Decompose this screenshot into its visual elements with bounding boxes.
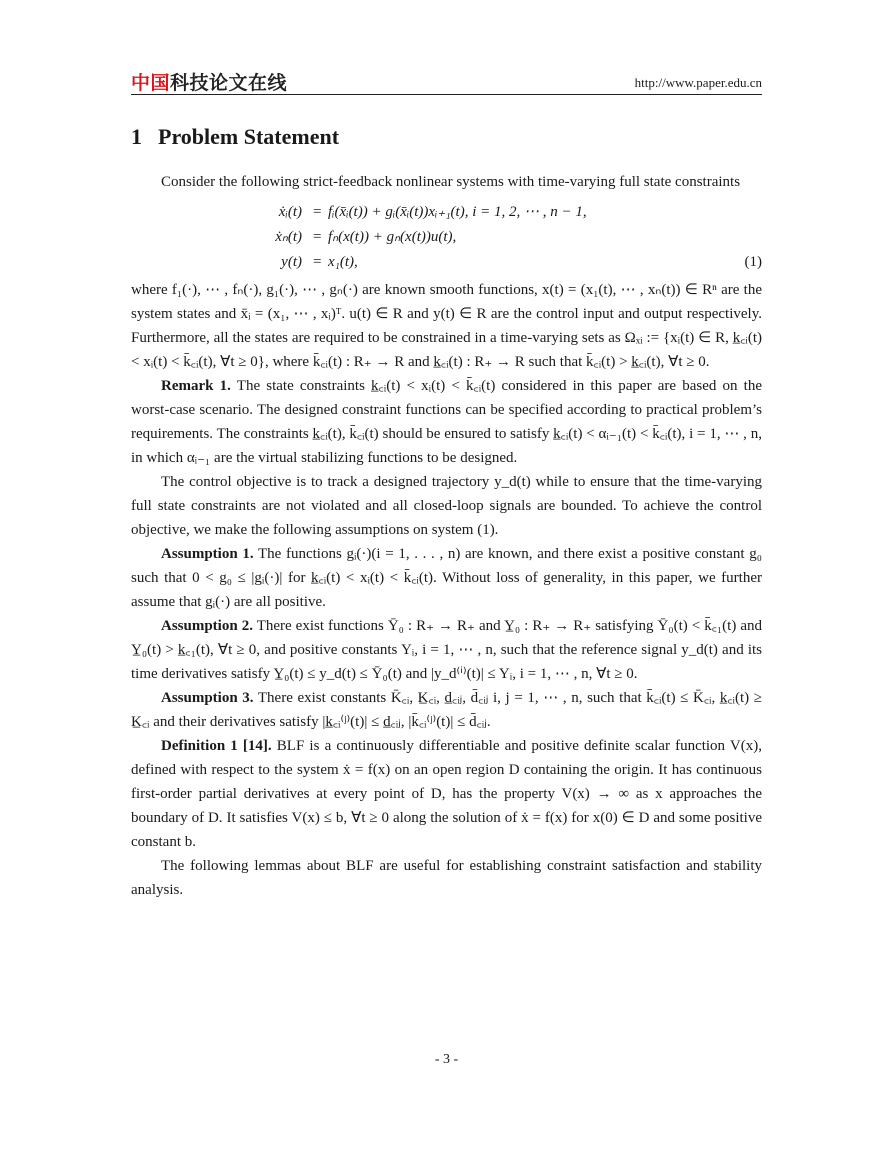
equation-row — [131, 225, 762, 249]
assumption-3-text: There exist constants K̄꜀ᵢ, K̲꜀ᵢ, d̲꜀ᵢⱼ, d̄꜀ᵢⱼ i, j = 1, ⋯ , n, such that k̄꜀ᵢ(t) ≤ K̄꜀ᵢ, k̲꜀ᵢ(t) ≥ K̲꜀ᵢ and their derivatives satisfy |k̲꜀ᵢ⁽ʲ⁾(t)| ≤ d̲꜀ᵢⱼ, |k̄꜀ᵢ⁽ʲ⁾(t)| ≤ d̄꜀ᵢⱼ. — [131, 690, 762, 730]
site-logo[interactable] — [131, 68, 287, 95]
equation-rhs: fₙ(x(t)) + gₙ(x(t))u(t), — [328, 229, 457, 245]
lemmas-paragraph: The following lemmas about BLF are useful for establishing constraint satisfaction and stability analysis. — [131, 858, 762, 898]
equation-rhs: fᵢ(x̄ᵢ(t)) + gᵢ(x̄ᵢ(t))xᵢ₊₁(t), i = 1, 2, ⋯ , n − 1, — [328, 204, 587, 220]
equation-operator: = — [313, 204, 322, 220]
remark-1-label: Remark 1. — [161, 378, 231, 394]
equation-row — [131, 200, 762, 224]
section-heading — [131, 124, 339, 150]
assumption-2-label: Assumption 2. — [161, 618, 253, 634]
equation-operator: = — [313, 229, 322, 245]
assumption-1-label: Assumption 1. — [161, 546, 254, 562]
equation-rhs: x₁(t), — [328, 254, 358, 270]
equation-row — [131, 250, 762, 274]
definition-1-text: BLF is a continuously differentiable and positive definite scalar function V(x), defined with respect to the system ẋ = f(x) on an open region D containing the origin. It has continuous first-order partial derivatives at every point of D, has the property V(x) → ∞ as x approaches the boundary of D. It satisfies V(x) ≤ b, ∀t ≥ 0 along the solution of ẋ = f(x) for x(0) ∈ D and some positive constant b. — [131, 738, 762, 850]
section-title: Problem Statement — [158, 124, 340, 149]
assumption-2-text: There exist functions Ȳ₀ : R₊ → R₊ and Y̲₀ : R₊ → R₊ satisfying Ȳ₀(t) < k̄꜀₁(t) and Y̲₀(t) > k̲꜀₁(t), ∀t ≥ 0, and positive constants Yᵢ, i = 1, ⋯ , n, such that the reference signal y_d(t) and its time derivatives satisfy Y̲₀(t) ≤ y_d(t) ≤ Ȳ₀(t) and |y_d⁽ⁱ⁾(t)| ≤ Yᵢ, i = 1, ⋯ , n, ∀t ≥ 0. — [131, 618, 762, 682]
assumption-1-text: The functions gᵢ(·)(i = 1, . . . , n) are known, and there exist a positive constant g₀ such that 0 < g₀ ≤ |gᵢ(·)| for k̲꜀ᵢ(t) < xᵢ(t) < k̄꜀ᵢ(t). Without loss of generality, in this paper, we further assume that gᵢ(·) are all positive. — [131, 546, 762, 610]
equation-number: (1) — [744, 254, 762, 270]
objective-paragraph: The control objective is to track a designed trajectory y_d(t) while to ensure that the time-varying full state constraints are not violated and all closed-loop signals are bounded. To achieve the control objective, we make the following assumptions on system (1). — [131, 474, 762, 538]
assumption-3-label: Assumption 3. — [161, 690, 254, 706]
where-paragraph: where f₁(·), ⋯ , fₙ(·), g₁(·), ⋯ , gₙ(·) are known smooth functions, x(t) = (x₁(t), ⋯ , xₙ(t)) ∈ Rⁿ are the system states and x̄ᵢ = (x₁, ⋯ , xᵢ)ᵀ. u(t) ∈ R and y(t) ∈ R are the control input and output respectively. Furthermore, all the states are required to be constrained in a time-varying sets as Ωₓᵢ := {xᵢ(t) ∈ R, k̲꜀ᵢ(t) < xᵢ(t) < k̄꜀ᵢ(t), ∀t ≥ 0}, where k̄꜀ᵢ(t) : R₊ → R and k̲꜀ᵢ(t) : R₊ → R such that k̄꜀ᵢ(t) > k̲꜀ᵢ(t), ∀t ≥ 0. — [131, 282, 762, 370]
definition-1-label: Definition 1 [14]. — [161, 738, 272, 754]
section-number: 1 — [131, 124, 142, 149]
equation-block — [131, 196, 762, 274]
header-url[interactable]: http://www.paper.edu.cn — [634, 75, 762, 90]
assumption-3 — [131, 686, 762, 734]
assumption-1 — [131, 542, 762, 614]
equation-lhs: ẋᵢ(t) — [278, 204, 302, 220]
assumption-2 — [131, 614, 762, 686]
equation-lhs: y(t) — [281, 254, 302, 270]
remark-1 — [131, 374, 762, 470]
logo-dark-text: 科技论文在线 — [170, 72, 288, 94]
equation-operator: = — [313, 254, 322, 270]
page-number: - 3 - — [434, 1052, 459, 1067]
main-content — [131, 170, 762, 902]
equation-lhs: ẋₙ(t) — [275, 229, 302, 245]
intro-paragraph: Consider the following strict-feedback nonlinear systems with time-varying full state constraints — [161, 174, 741, 190]
logo-red-text: 中国 — [131, 72, 171, 94]
remark-1-text: The state constraints k̲꜀ᵢ(t) < xᵢ(t) < k̄꜀ᵢ(t) considered in this paper are based on the worst-case scenario. The designed constraint functions can be specified according to practical problem’s requirements. The constraints k̲꜀ᵢ(t), k̄꜀ᵢ(t) should be ensured to satisfy k̲꜀ᵢ(t) < αᵢ₋₁(t) < k̄꜀ᵢ(t), i = 1, ⋯ , n, in which αᵢ₋₁ are the virtual stabilizing functions to be designed. — [131, 378, 762, 466]
page-header — [131, 66, 762, 95]
definition-1 — [131, 734, 762, 854]
